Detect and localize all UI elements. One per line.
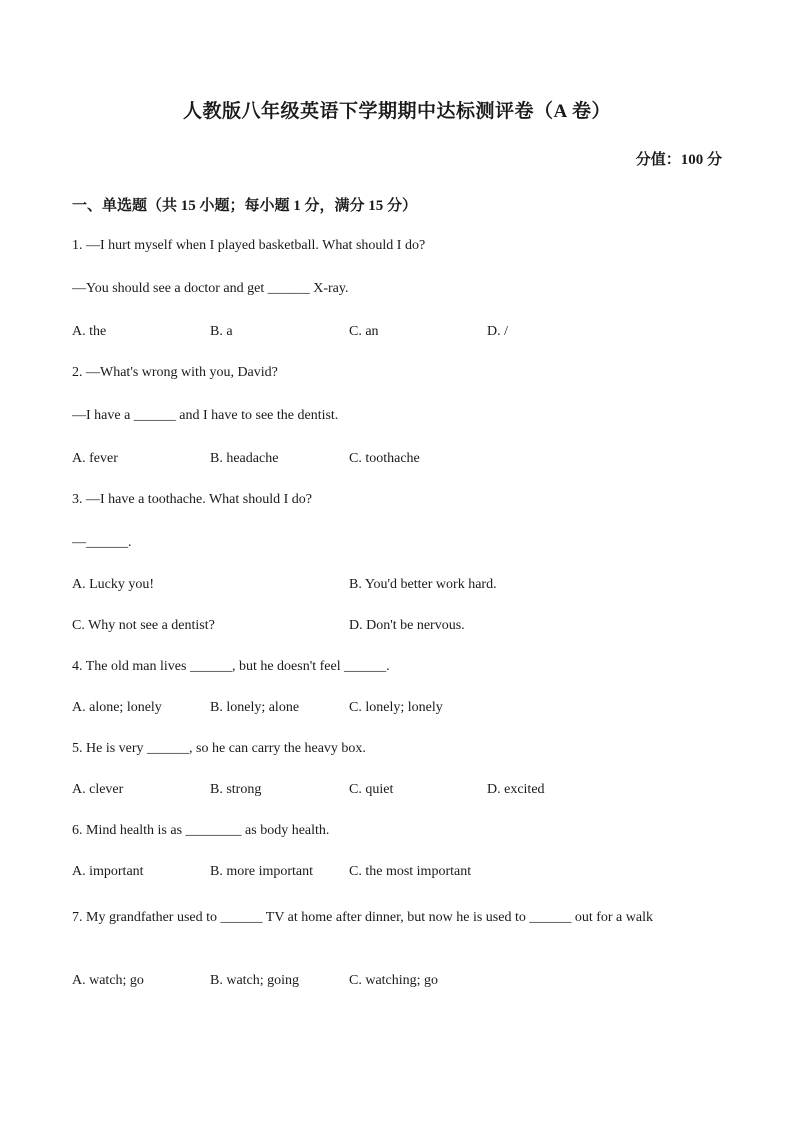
question-2-stem: 2. —What's wrong with you, David? — [72, 365, 278, 380]
question-7-options — [72, 973, 722, 993]
option-d: D. / — [487, 324, 508, 339]
question-3-options-row1 — [72, 577, 722, 597]
question-2-response: —I have a ______ and I have to see the dentist. — [72, 408, 339, 423]
question-5-stem: 5. He is very ______, so he can carry the heavy box. — [72, 741, 366, 756]
question-5-options — [72, 782, 722, 802]
total-score: 分值：100 分 — [635, 152, 722, 168]
question-2-options — [72, 451, 722, 471]
option-a: A. the — [72, 324, 107, 339]
question-4-options — [72, 700, 722, 720]
option-c: C. an — [349, 324, 379, 339]
option-b: B. watch; going — [210, 973, 300, 988]
question-1-options — [72, 324, 722, 344]
question-3-stem: 3. —I have a toothache. What should I do? — [72, 492, 313, 507]
option-b: B. a — [210, 324, 233, 339]
question-6-stem: 6. Mind health is as ________ as body health. — [72, 823, 330, 838]
option-c: C. quiet — [349, 782, 394, 797]
option-a: A. Lucky you! — [72, 577, 155, 592]
question-1-response: —You should see a doctor and get ______ X-ray. — [72, 281, 349, 296]
option-c: C. Why not see a dentist? — [72, 618, 215, 633]
option-b: B. You'd better work hard. — [349, 577, 497, 592]
option-c: C. the most important — [349, 864, 472, 879]
section-heading: 一、单选题（共 15 小题；每小题 1 分，满分 15 分） — [72, 198, 418, 214]
question-4-stem: 4. The old man lives ______, but he doesn't feel ______. — [72, 659, 390, 674]
option-b: B. strong — [210, 782, 262, 797]
option-b: B. lonely; alone — [210, 700, 300, 715]
question-3-response: —______. — [72, 535, 132, 550]
option-c: C. toothache — [349, 451, 420, 466]
page-title: 人教版八年级英语下学期期中达标测评卷（A 卷） — [183, 101, 611, 122]
option-a: A. important — [72, 864, 144, 879]
option-a: A. watch; go — [72, 973, 144, 988]
option-c: C. watching; go — [349, 973, 439, 988]
option-a: A. clever — [72, 782, 124, 797]
option-d: D. excited — [487, 782, 545, 797]
option-d: D. Don't be nervous. — [349, 618, 465, 633]
question-6-options — [72, 864, 722, 884]
option-a: A. alone; lonely — [72, 700, 162, 715]
option-b: B. more important — [210, 864, 314, 879]
option-b: B. headache — [210, 451, 279, 466]
question-1-stem: 1. —I hurt myself when I played basketball. What should I do? — [72, 238, 426, 253]
option-a: A. fever — [72, 451, 118, 466]
option-c: C. lonely; lonely — [349, 700, 443, 715]
question-3-options-row2 — [72, 618, 722, 638]
question-7-stem: 7. My grandfather used to ______ TV at home after dinner, but now he is used to ______ out for a walk — [72, 910, 653, 925]
